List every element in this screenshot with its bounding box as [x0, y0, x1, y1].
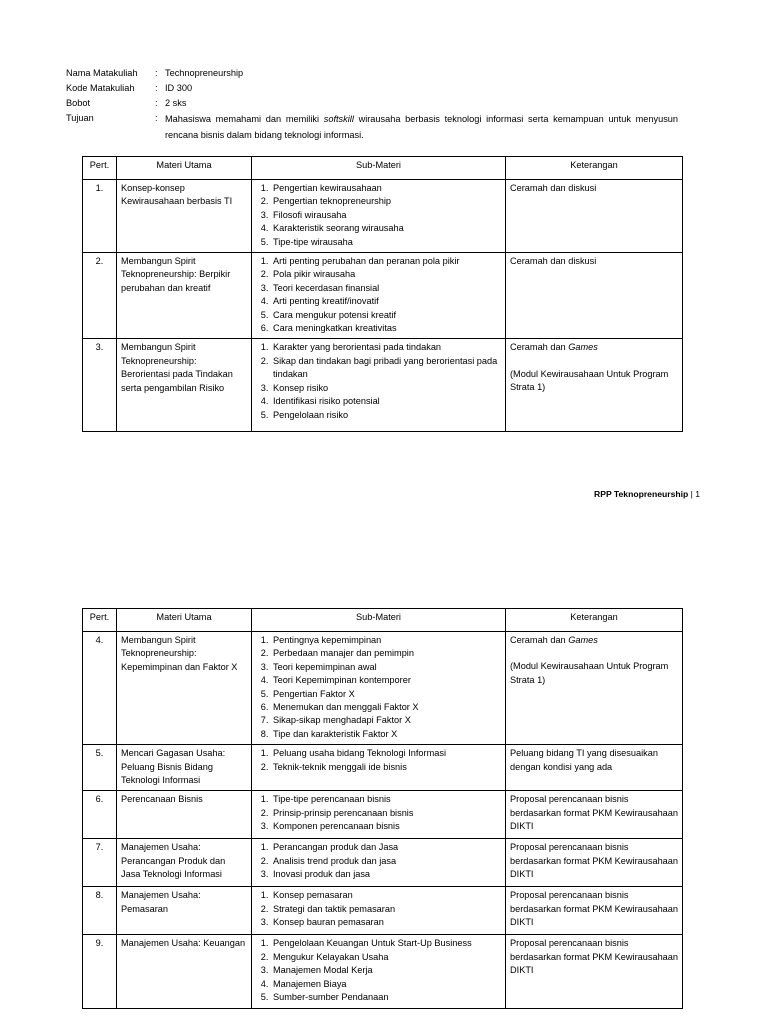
sub-materi-item: 1. Arti penting perubahan dan peranan pola pikir: [271, 255, 501, 268]
rpp-table-page-2: [82, 608, 683, 1009]
sub-materi-item: 4. Karakteristik seorang wirausaha: [271, 222, 501, 235]
info-label: Kode Matakuliah: [66, 83, 135, 93]
sub-materi-item: 2. Mengukur Kelayakan Usaha: [271, 951, 501, 964]
sub-materi-item: 5. Tipe-tipe wirausaha: [271, 236, 501, 249]
sub-materi-item: 6. Cara meningkatkan kreativitas: [271, 322, 501, 335]
sub-materi-cell: [252, 839, 506, 887]
keterangan-cell: [506, 791, 683, 839]
info-colon: :: [155, 98, 158, 108]
keterangan-cell: [506, 253, 683, 339]
row-number: 4.: [83, 632, 117, 745]
sub-materi-item: 1. Pentingnya kepemimpinan: [271, 634, 501, 647]
sub-materi-cell: [252, 791, 506, 839]
sub-materi-list: [256, 937, 501, 1004]
sub-materi-item: 4. Manajemen Biaya: [271, 978, 501, 991]
materi-utama-cell: Membangun Spirit Teknopreneurship: Kepemimpinan dan Faktor X: [117, 632, 252, 745]
sub-materi-item: 3. Konsep bauran pemasaran: [271, 916, 501, 929]
sub-materi-item: 4. Identifikasi risiko potensial: [271, 395, 501, 408]
keterangan-text-part: Ceramah dan diskusi: [510, 256, 597, 267]
sub-materi-item: 1. Konsep pemasaran: [271, 889, 501, 902]
sub-materi-item: 2. Sikap dan tindakan bagi pribadi yang berorientasi pada tindakan: [271, 355, 501, 382]
page-gap: [0, 540, 768, 592]
sub-materi-item: 1. Pengertian kewirausahaan: [271, 182, 501, 195]
info-label: Tujuan: [66, 113, 94, 123]
info-value: ID 300: [165, 83, 193, 93]
sub-materi-item: 1. Pengelolaan Keuangan Untuk Start-Up Business: [271, 937, 501, 950]
materi-utama-cell: Mencari Gagasan Usaha: Peluang Bisnis Bidang Teknologi Informasi: [117, 745, 252, 791]
keterangan-text: [510, 341, 678, 354]
sub-materi-item: 5. Sumber-sumber Pendanaan: [271, 991, 501, 1004]
keterangan-text: [510, 634, 678, 647]
keterangan-cell: [506, 935, 683, 1008]
sub-materi-item: 6. Menemukan dan menggali Faktor X: [271, 701, 501, 714]
materi-utama-cell: Manajemen Usaha: Perancangan Produk dan Jasa Teknologi Informasi: [117, 839, 252, 887]
info-row-nama: [66, 67, 678, 82]
keterangan-text: [510, 255, 678, 268]
table-row: [83, 339, 683, 432]
materi-utama-cell: Manajemen Usaha: Keuangan: [117, 935, 252, 1008]
sub-materi-item: 2. Prinsip-prinsip perencanaan bisnis: [271, 807, 501, 820]
sub-materi-item: 5. Pengertian Faktor X: [271, 688, 501, 701]
sub-materi-item: 1. Karakter yang berorientasi pada tindakan: [271, 341, 501, 354]
footer-page-number: 1: [695, 489, 701, 499]
sub-materi-item: 2. Analisis trend produk dan jasa: [271, 855, 501, 868]
sub-materi-item: 3. Teori kepemimpinan awal: [271, 661, 501, 674]
keterangan-text: [510, 793, 678, 833]
sub-materi-cell: [252, 745, 506, 791]
sub-materi-item: 5. Pengelolaan risiko: [271, 409, 501, 422]
table-row: [83, 632, 683, 745]
materi-utama-cell: Perencanaan Bisnis: [117, 791, 252, 839]
info-colon: :: [155, 68, 158, 78]
keterangan-text: [510, 747, 678, 774]
keterangan-text-part: Ceramah dan diskusi: [510, 183, 597, 193]
tujuan-text-end: wirausaha berbasis teknologi informasi serta kemampuan untuk menyusun rencana bisnis dalam bidang teknologi informasi.: [165, 114, 679, 140]
sub-materi-list: [256, 182, 501, 249]
header-materi: Materi Utama: [117, 157, 252, 180]
row-number: 1.: [83, 180, 117, 253]
footer-title: RPP Teknopreneurship: [594, 489, 689, 499]
tujuan-text-start: Mahasiswa memahami dan memiliki: [165, 114, 324, 124]
sub-materi-item: 3. Teori kecerdasan finansial: [271, 282, 501, 295]
sub-materi-item: 3. Inovasi produk dan jasa: [271, 868, 501, 881]
sub-materi-list: [256, 747, 501, 774]
row-number: 3.: [83, 339, 117, 432]
keterangan-cell: [506, 339, 683, 432]
row-number: 6.: [83, 791, 117, 839]
keterangan-note: (Modul Kewirausahaan Untuk Program Strata 1): [510, 368, 669, 393]
header-pert: Pert.: [83, 157, 117, 180]
table-row: [83, 180, 683, 253]
keterangan-text-part: Ceramah dan: [510, 635, 569, 645]
keterangan-text-part: Ceramah dan: [510, 342, 569, 353]
row-number: 7.: [83, 839, 117, 887]
row-number: 5.: [83, 745, 117, 791]
materi-utama-cell: Membangun Spirit Teknopreneurship: Berpikir perubahan dan kreatif: [117, 253, 252, 339]
table-row: [83, 887, 683, 935]
keterangan-cell: [506, 745, 683, 791]
sub-materi-item: 2. Pengertian teknopreneurship: [271, 195, 501, 208]
sub-materi-list: [256, 255, 501, 335]
sub-materi-list: [256, 793, 501, 833]
sub-materi-item: 4. Arti penting kreatif/inovatif: [271, 295, 501, 308]
sub-materi-list: [256, 341, 501, 421]
footer-separator: |: [688, 489, 696, 499]
tujuan-text: [165, 112, 678, 143]
info-value: Technopreneurship: [165, 68, 244, 78]
row-number: 8.: [83, 887, 117, 935]
table-row: [83, 935, 683, 1008]
table-body: [83, 180, 683, 432]
sub-materi-item: 3. Komponen perencanaan bisnis: [271, 820, 501, 833]
table-row: [83, 839, 683, 887]
keterangan-cell: [506, 180, 683, 253]
sub-materi-cell: [252, 887, 506, 935]
info-value: 2 sks: [165, 98, 187, 108]
keterangan-text: [510, 841, 678, 881]
sub-materi-item: 2. Pola pikir wirausaha: [271, 268, 501, 281]
sub-materi-item: 2. Perbedaan manajer dan pemimpin: [271, 647, 501, 660]
table-row: [83, 253, 683, 339]
materi-utama-cell: Manajemen Usaha: Pemasaran: [117, 887, 252, 935]
keterangan-text: [510, 182, 678, 195]
sub-materi-item: 3. Filosofi wirausaha: [271, 209, 501, 222]
header-keterangan: Keterangan: [506, 609, 683, 632]
materi-utama-cell: Membangun Spirit Teknopreneurship: Berorientasi pada Tindakan serta pengambilan Risiko: [117, 339, 252, 432]
sub-materi-list: [256, 889, 501, 929]
sub-materi-item: 3. Konsep risiko: [271, 382, 501, 395]
sub-materi-cell: [252, 632, 506, 745]
page-footer: [594, 488, 700, 501]
sub-materi-item: 2. Strategi dan taktik pemasaran: [271, 903, 501, 916]
info-row-kode: [66, 82, 678, 97]
keterangan-cell: [506, 632, 683, 745]
table-row: [83, 745, 683, 791]
keterangan-note: (Modul Kewirausahaan Untuk Program Strata 1): [510, 661, 669, 685]
sub-materi-item: 5. Cara mengukur potensi kreatif: [271, 309, 501, 322]
header-sub-materi: Sub-Materi: [252, 157, 506, 180]
sub-materi-item: 8. Tipe dan karakteristik Faktor X: [271, 728, 501, 741]
row-number: 9.: [83, 935, 117, 1008]
keterangan-text-part: Proposal perencanaan bisnis berdasarkan format PKM Kewirausahaan DIKTI: [510, 890, 679, 928]
header-materi: Materi Utama: [117, 609, 252, 632]
info-row-bobot: [66, 97, 678, 112]
table-header-row: [83, 157, 683, 180]
table-header-row: [83, 609, 683, 632]
keterangan-text-part: Peluang bidang TI yang disesuaikan dengan kondisi yang ada: [510, 748, 658, 772]
keterangan-text: [510, 937, 678, 977]
info-colon: :: [155, 113, 158, 123]
sub-materi-item: 3. Manajemen Modal Kerja: [271, 964, 501, 977]
tujuan-text-italic: softskill: [323, 114, 354, 124]
keterangan-italic-text: Games: [568, 342, 598, 353]
info-colon: :: [155, 83, 158, 93]
sub-materi-cell: [252, 180, 506, 253]
keterangan-cell: [506, 839, 683, 887]
info-row-tujuan: [66, 112, 678, 143]
info-label: Nama Matakuliah: [66, 68, 138, 78]
keterangan-italic-text: Games: [568, 635, 598, 645]
table-body: [83, 632, 683, 1009]
keterangan-text-part: Proposal perencanaan bisnis berdasarkan format PKM Kewirausahaan DIKTI: [510, 794, 679, 832]
materi-utama-cell: Konsep-konsep Kewirausahaan berbasis TI: [117, 180, 252, 253]
sub-materi-item: 1. Tipe-tipe perencanaan bisnis: [271, 793, 501, 806]
sub-materi-list: [256, 634, 501, 741]
sub-materi-cell: [252, 935, 506, 1008]
table-row: [83, 791, 683, 839]
sub-materi-item: 2. Teknik-teknik menggali ide bisnis: [271, 761, 501, 774]
page-2: [0, 592, 768, 1024]
sub-materi-item: 1. Peluang usaha bidang Teknologi Informasi: [271, 747, 501, 760]
header-pert: Pert.: [83, 609, 117, 632]
sub-materi-item: 1. Perancangan produk dan Jasa: [271, 841, 501, 854]
keterangan-text-part: Proposal perencanaan bisnis berdasarkan format PKM Kewirausahaan DIKTI: [510, 842, 679, 880]
course-info: [66, 67, 678, 143]
sub-materi-item: 4. Teori Kepemimpinan kontemporer: [271, 674, 501, 687]
row-number: 2.: [83, 253, 117, 339]
header-sub-materi: Sub-Materi: [252, 609, 506, 632]
info-label: Bobot: [66, 98, 91, 108]
header-keterangan: Keterangan: [506, 157, 683, 180]
keterangan-spacer: [510, 355, 678, 368]
sub-materi-list: [256, 841, 501, 881]
sub-materi-cell: [252, 339, 506, 432]
keterangan-cell: [506, 887, 683, 935]
keterangan-text: [510, 889, 678, 929]
sub-materi-item: 7. Sikap-sikap menghadapi Faktor X: [271, 714, 501, 727]
sub-materi-cell: [252, 253, 506, 339]
keterangan-text-part: Proposal perencanaan bisnis berdasarkan format PKM Kewirausahaan DIKTI: [510, 938, 679, 976]
rpp-table-page-1: [82, 156, 683, 432]
keterangan-spacer: [510, 647, 678, 660]
